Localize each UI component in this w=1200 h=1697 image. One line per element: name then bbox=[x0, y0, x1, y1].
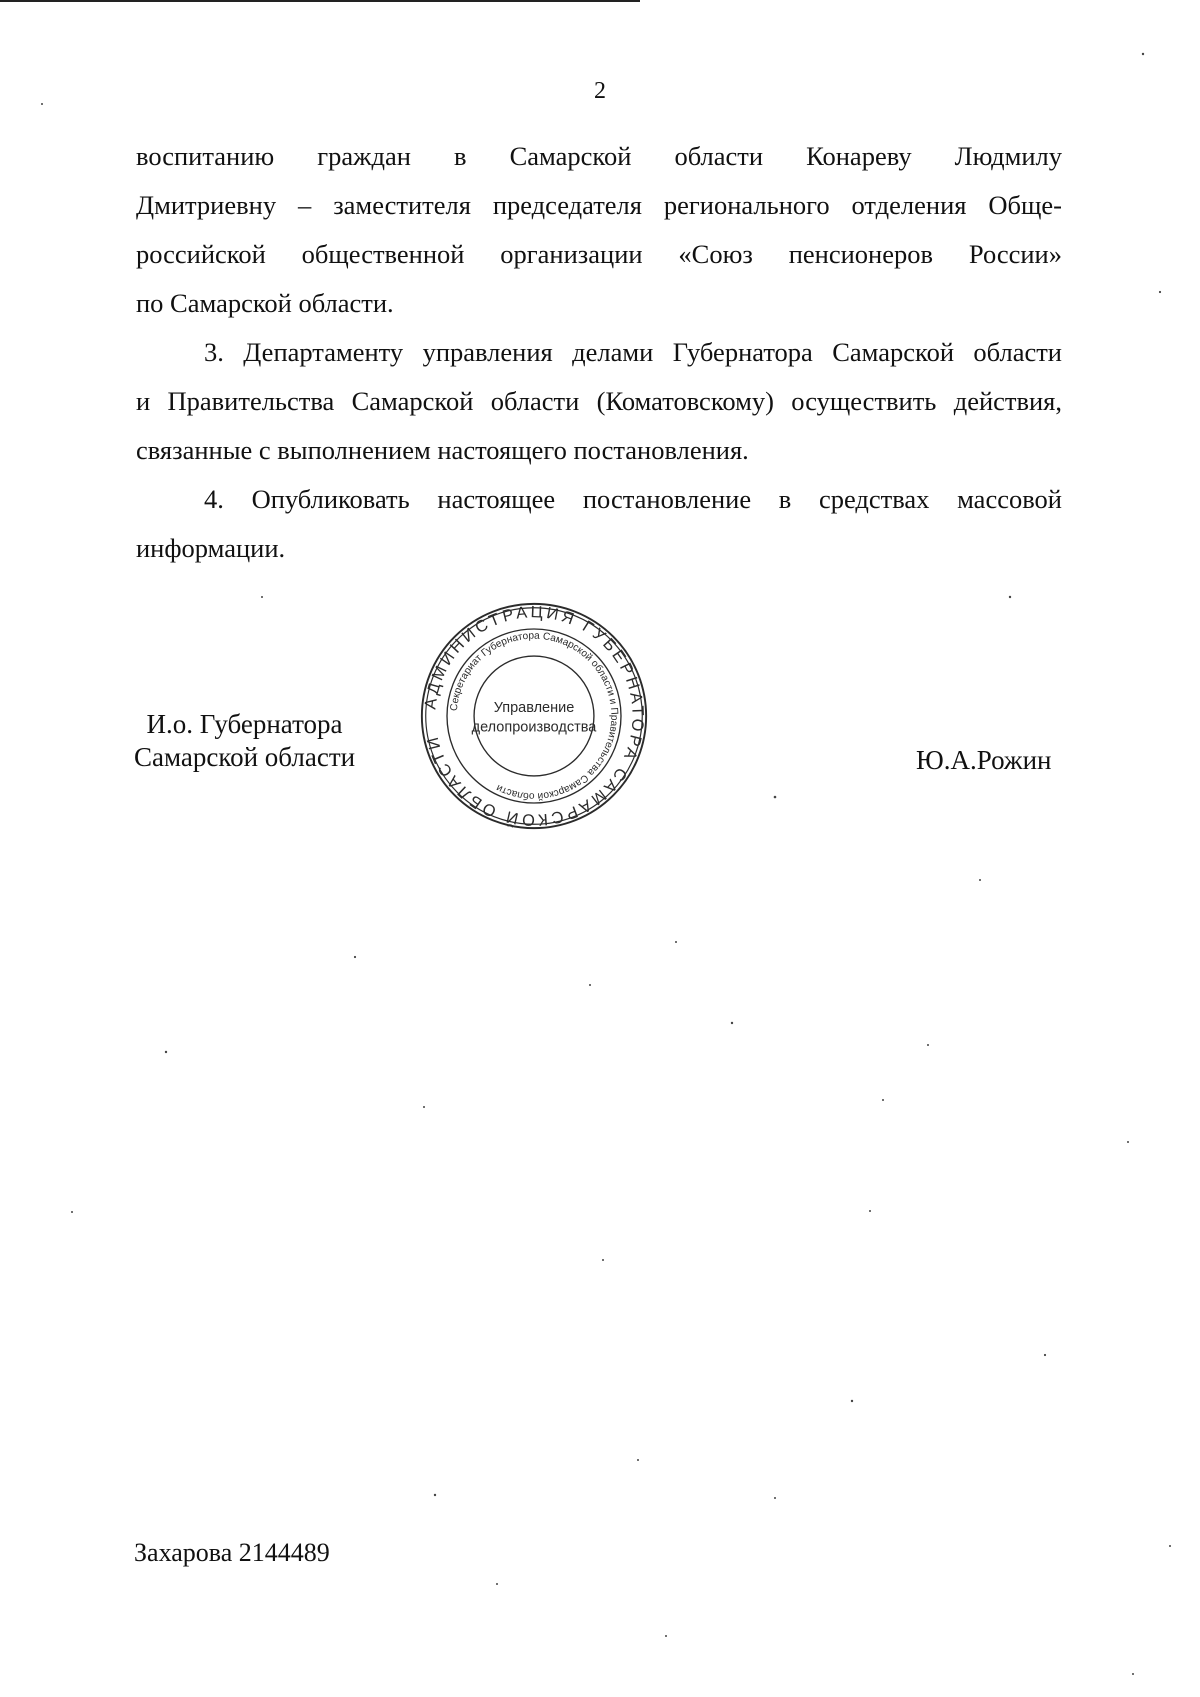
scan-edge-line bbox=[0, 0, 640, 2]
text-line: информации. bbox=[136, 533, 286, 563]
seal-outer-text: АДМИНИСТРАЦИЯ ГУБЕРНАТОРА САМАРСКОЙ ОБЛАСТИ bbox=[421, 603, 647, 829]
paragraph-item-3 bbox=[136, 328, 1062, 475]
signatory-title-line2: Самарской области bbox=[134, 742, 356, 772]
text-line: и Правительства Самарской области (Коматовскому) осуществить действия, bbox=[136, 386, 1062, 416]
text-line: российской общественной организации «Союз пенсионеров России» bbox=[136, 239, 1062, 269]
paragraph-continuation bbox=[136, 132, 1062, 328]
paragraph-item-4 bbox=[136, 475, 1062, 573]
seal-inner-text: Секретариат Губернатора Самарской области и Правительства Самарской области bbox=[448, 630, 620, 802]
text-line: по Самарской области. bbox=[136, 288, 394, 318]
official-seal bbox=[418, 600, 650, 832]
executor-contact: Захарова 2144489 bbox=[134, 1538, 330, 1567]
seal-center-line1: Управление bbox=[493, 700, 575, 717]
text-line: связанные с выполнением настоящего постановления. bbox=[136, 435, 749, 465]
seal-center-line2: делопроизводства bbox=[471, 719, 597, 736]
page-number: 2 bbox=[594, 78, 606, 104]
signatory-title bbox=[134, 708, 355, 774]
text-line: воспитанию граждан в Самарской области Конареву Людмилу bbox=[136, 141, 1062, 171]
decree-body bbox=[136, 132, 1062, 573]
signatory-title-line1: И.о. Губернатора bbox=[146, 709, 343, 739]
text-line: 3. Департаменту управления делами Губернатора Самарской области bbox=[204, 337, 1062, 367]
text-line: 4. Опубликовать настоящее постановление в средствах массовой bbox=[204, 484, 1062, 514]
signatory-name: Ю.А.Рожин bbox=[916, 745, 1052, 775]
text-line: Дмитриевну – заместителя председателя регионального отделения Обще- bbox=[136, 190, 1062, 220]
